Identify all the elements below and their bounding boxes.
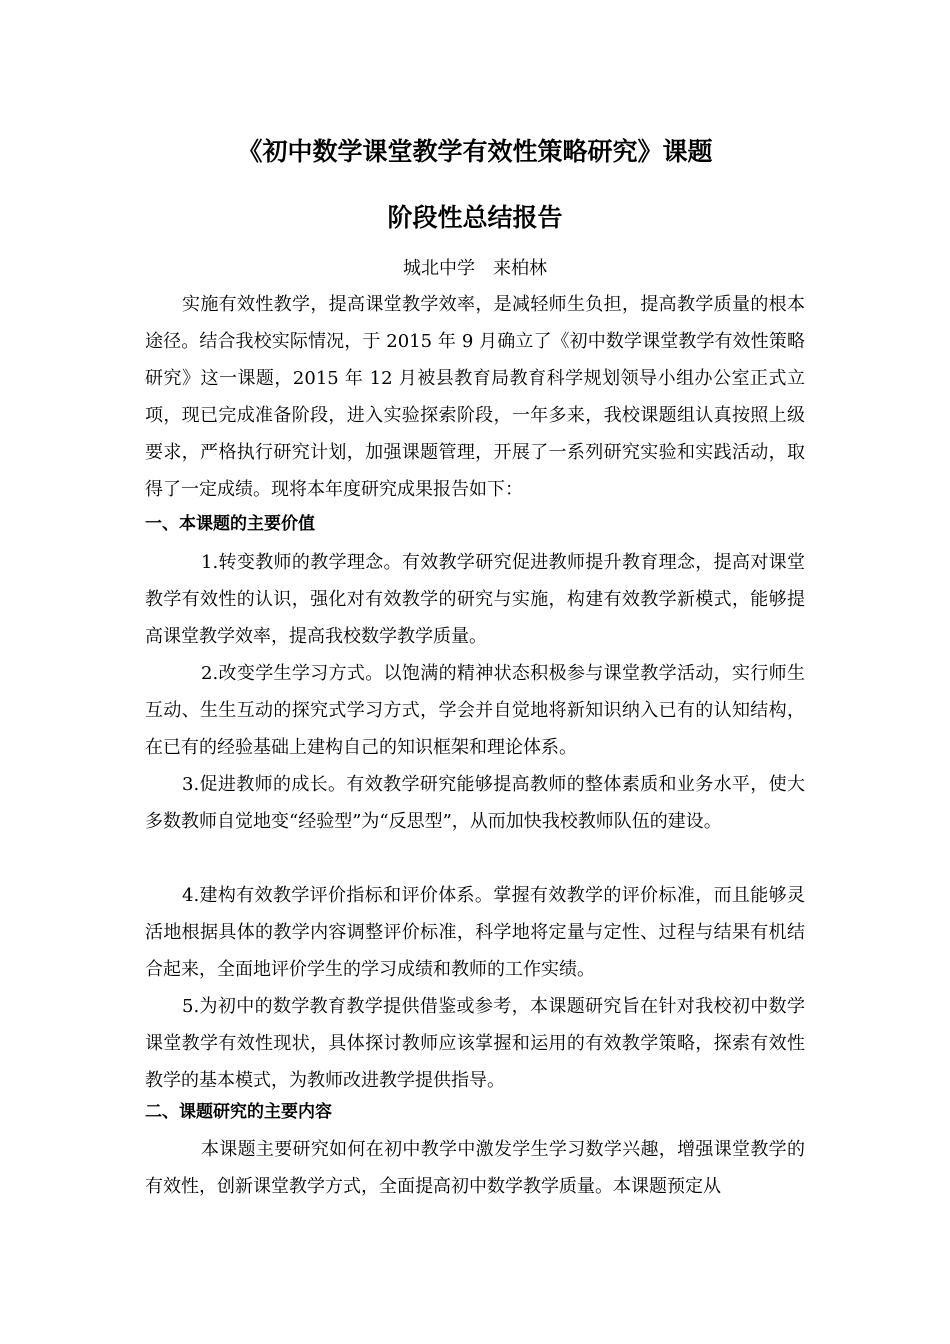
value-item-5: 5.为初中的数学教育教学提供借鉴或参考，本课题研究旨在针对我校初中数学课堂教学有效性现状，具体探讨教师应该掌握和运用的有效教学策略，探索有效性教学的基本模式，为教师改进教学提供指导。 xyxy=(145,996,805,1091)
intro-paragraph: 实施有效性教学，提高课堂教学效率，是减轻师生负担，提高教学质量的根本途径。结合我校实际情况，于 2015 年 9 月确立了《初中数学课堂教学有效性策略研究》这一课题，2015 年 12 月被县教育局教育科学规划领导小组办公室正式立项，现已完成准备阶段，进入实验探索阶段，一年多来，我校课题组认真按照上级要求，严格执行研究计划，加强课题管理，开展了一系列研究实验和实践活动，取得了一定成绩。现将本年度研究成果报告如下： xyxy=(145,294,805,500)
section-heading-value: 一、本课题的主要价值 xyxy=(145,514,315,534)
author-line: 城北中学 来柏林 xyxy=(403,258,547,279)
value-item-1: 1.转变教师的教学理念。有效教学研究促进教师提升教育理念，提高对课堂教学有效性的认识，强化对有效教学的研究与实施，构建有效教学新模式，能够提高课堂教学效率，提高我校数学教学质量。 xyxy=(145,552,805,647)
document-title: 《初中数学课堂教学有效性策略研究》课题 xyxy=(237,137,713,166)
value-item-4: 4.建构有效教学评价指标和评价体系。掌握有效教学的评价标准，而且能够灵活地根据具体的教学内容调整评价标准，科学地将定量与定性、过程与结果有机结合起来，全面地评价学生的学习成绩和教师的工作实绩。 xyxy=(145,885,805,980)
content-paragraph: 本课题主要研究如何在初中教学中激发学生学习数学兴趣，增强课堂教学的有效性，创新课堂教学方式，全面提高初中数学教学质量。本课题预定从 xyxy=(145,1139,805,1197)
document-subtitle: 阶段性总结报告 xyxy=(387,203,563,232)
section-heading-content: 二、课题研究的主要内容 xyxy=(145,1102,332,1122)
value-item-2: 2.改变学生学习方式。以饱满的精神状态积极参与课堂教学活动，实行师生互动、生生互动的探究式学习方式，学会并自觉地将新知识纳入已有的认知结构，在已有的经验基础上建构自己的知识框架和理论体系。 xyxy=(145,663,805,758)
value-item-3: 3.促进教师的成长。有效教学研究能够提高教师的整体素质和业务水平，使大多数教师自觉地变“经验型”为“反思型”，从而加快我校教师队伍的建设。 xyxy=(145,774,805,832)
